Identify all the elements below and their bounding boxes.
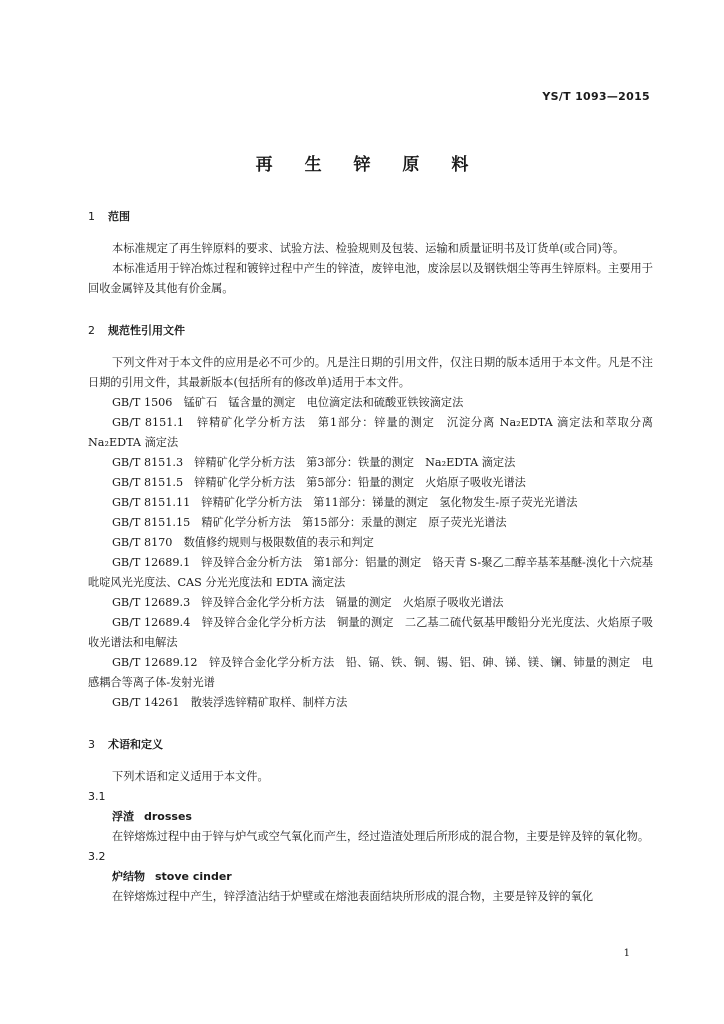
reference-item: GB/T 8151.1 锌精矿化学分析方法 第1部分：锌量的测定 沉淀分离 Na₂EDTA 滴定法和萃取分离 Na₂EDTA 滴定法: [88, 416, 653, 449]
reference-item: GB/T 12689.1 锌及锌合金分析方法 第1部分：铝量的测定 铬天青 S-聚乙二醇辛基苯基醚-溴化十六烷基吡啶风光光度法、CAS 分光光度法和 EDTA 滴定法: [88, 556, 653, 589]
reference-item: GB/T 12689.3 锌及锌合金化学分析方法 镉量的测定 火焰原子吸收光谱法: [112, 596, 504, 609]
reference-item: GB/T 8151.3 锌精矿化学分析方法 第3部分：铁量的测定 Na₂EDTA 滴定法: [112, 456, 516, 469]
reference-item: GB/T 12689.12 锌及锌合金化学分析方法 铅、镉、铁、铜、锡、铝、砷、锑、镁、镧、铈量的测定 电感耦合等离子体-发射光谱: [88, 656, 653, 689]
document-title: 再 生 锌 原 料: [255, 155, 482, 175]
reference-item: GB/T 14261 散装浮选锌精矿取样、制样方法: [112, 696, 348, 709]
paragraph: 本标准规定了再生锌原料的要求、试验方法、检验规则及包装、运输和质量证明书及订货单(或合同)等。: [112, 242, 625, 255]
term-definition: 在锌熔炼过程中由于锌与炉气或空气氧化而产生，经过造渣处理后所形成的混合物，主要是锌及锌的氧化物。: [112, 830, 650, 843]
paragraph: 下列术语和定义适用于本文件。: [112, 770, 269, 783]
term-heading: [88, 807, 653, 827]
reference-item: GB/T 12689.4 锌及锌合金化学分析方法 铜量的测定 二乙基二硫代氨基甲酸铅分光光度法、火焰原子吸收光谱法和电解法: [88, 616, 653, 649]
section-number: 3: [88, 738, 95, 751]
term-zh: 炉结物: [112, 870, 145, 883]
term-number: 3.2: [88, 850, 106, 863]
term-en: drosses: [144, 810, 192, 823]
reference-item: GB/T 8151.11 锌精矿化学分析方法 第11部分：锑量的测定 氢化物发生-原子荧光光谱法: [112, 496, 578, 509]
section-heading-normative-references: [88, 321, 653, 341]
section-number: 2: [88, 324, 95, 337]
term-definition: 在锌熔炼过程中产生，锌浮渣沾结于炉壁或在熔池表面结块所形成的混合物，主要是锌及锌的氧化: [112, 890, 594, 903]
term-en: stove cinder: [155, 870, 232, 883]
paragraph: 本标准适用于锌冶炼过程和镀锌过程中产生的锌渣，废锌电池，废涂层以及钢铁烟尘等再生锌原料。主要用于回收金属锌及其他有价金属。: [88, 262, 653, 295]
reference-item: GB/T 1506 锰矿石 锰含量的测定 电位滴定法和硫酸亚铁铵滴定法: [112, 396, 464, 409]
document-body: [88, 207, 653, 907]
section-title: 术语和定义: [108, 738, 163, 751]
standard-code: YS/T 1093—2015: [542, 90, 650, 103]
reference-item: GB/T 8151.15 精矿化学分析方法 第15部分：汞量的测定 原子荧光光谱法: [112, 516, 507, 529]
paragraph: 下列文件对于本文件的应用是必不可少的。凡是注日期的引用文件，仅注日期的版本适用于本文件。凡是不注日期的引用文件，其最新版本(包括所有的修改单)适用于本文件。: [88, 356, 653, 389]
reference-item: GB/T 8170 数值修约规则与极限数值的表示和判定: [112, 536, 374, 549]
section-heading-scope: [88, 207, 653, 227]
section-number: 1: [88, 210, 95, 223]
section-title: 规范性引用文件: [108, 324, 185, 337]
term-number: 3.1: [88, 790, 106, 803]
section-heading-terms-definitions: [88, 735, 653, 755]
term-heading: [88, 867, 653, 887]
page-number: 1: [623, 948, 630, 959]
section-title: 范围: [108, 210, 130, 223]
term-zh: 浮渣: [112, 810, 134, 823]
reference-item: GB/T 8151.5 锌精矿化学分析方法 第5部分：铅量的测定 火焰原子吸收光谱法: [112, 476, 526, 489]
